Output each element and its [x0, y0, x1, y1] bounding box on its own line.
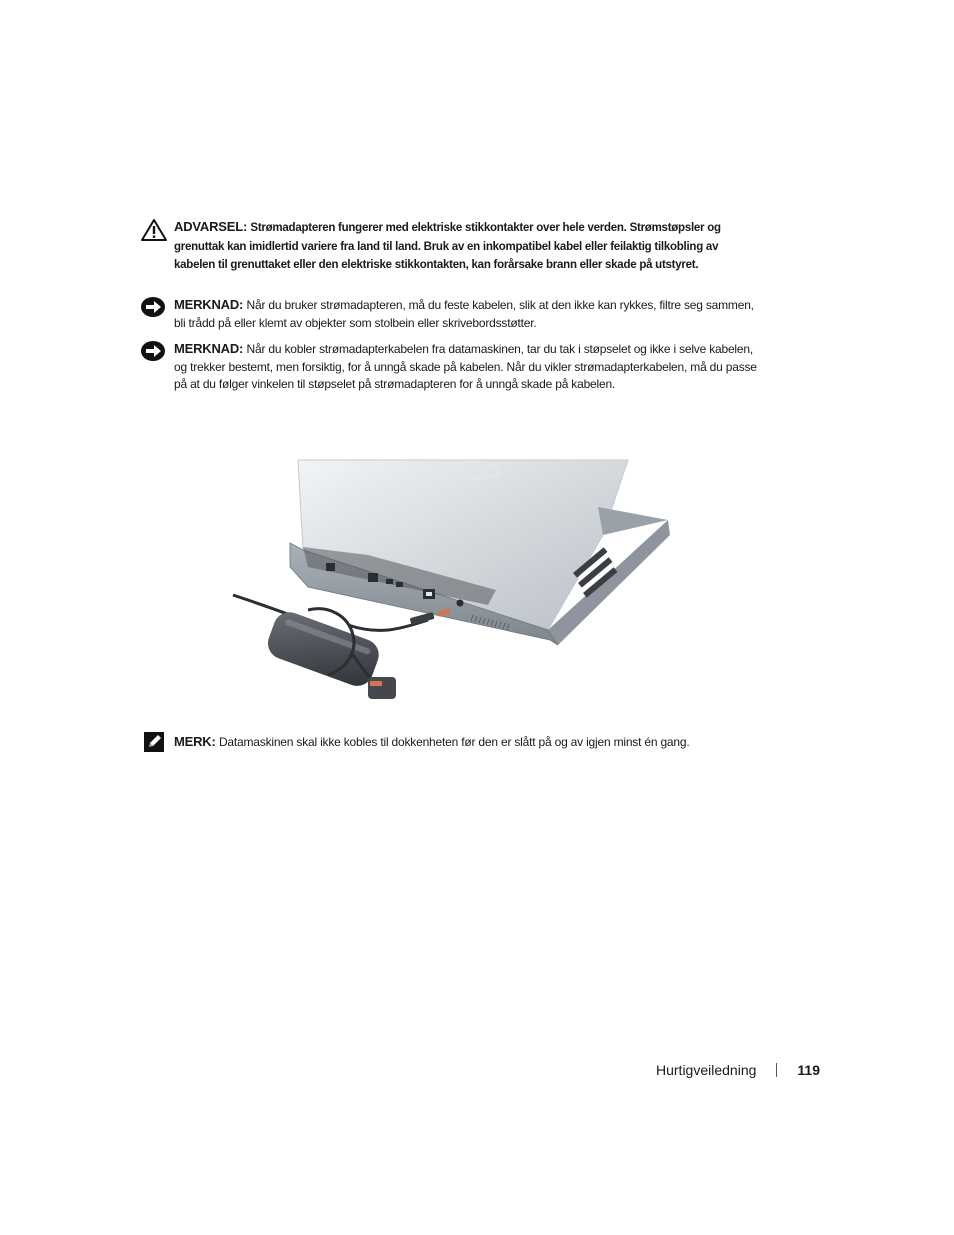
page-number: 119 — [797, 1062, 820, 1078]
notice-arrow-icon — [140, 296, 166, 323]
laptop-adapter-illustration — [228, 455, 678, 715]
warning-text — [174, 218, 760, 275]
warning-label: ADVARSEL: — [174, 219, 248, 234]
warning-triangle-icon — [140, 218, 168, 247]
note-label: MERK: — [174, 734, 216, 749]
notice-1-body: Når du bruker strømadapteren, må du feste kabelen, slik at den ikke kan rykkes, filtre seg sammen, bli trådd på eller klemt av objekter som stolbein eller skrivebordsstøtter. — [174, 298, 754, 330]
note-text — [174, 733, 760, 752]
note — [140, 733, 760, 752]
warning-body: Strømadapteren fungerer med elektriske stikkontakter over hele verden. Strømstøpsler og grenuttak kan imidlertid variere fra land til land. Bruk av en inkompatibel kabel eller feilaktig tilkobling av kabelen til grenuttaket eller den elektriske stikkontakten, kan forårsake brann eller skade på utstyret. — [174, 222, 721, 271]
notice-1-label: MERKNAD: — [174, 297, 244, 312]
notice-2-body: Når du kobler strømadapterkabelen fra datamaskinen, tar du tak i støpselet og ikke i selve kabelen, og trekker bestemt, men forsiktig, for å unngå skade på kabelen. Når du vikler strømadapterkabelen, må du passe på at du følger vinkelen til støpselet på strømadapteren for å unngå skade på kabelen. — [174, 342, 757, 391]
notice-2 — [140, 340, 760, 394]
footer-section-title: Hurtigveiledning — [656, 1062, 757, 1078]
footer-separator — [776, 1063, 777, 1077]
notice-arrow-icon — [140, 340, 166, 367]
note-body: Datamaskinen skal ikke kobles til dokkenheten før den er slått på og av igjen minst én gang. — [218, 735, 690, 749]
notice-2-text — [174, 340, 760, 394]
notice-1-text — [174, 296, 760, 332]
pencil-note-icon — [144, 732, 164, 757]
notice-2-label: MERKNAD: — [174, 341, 244, 356]
page-footer — [656, 1062, 820, 1078]
warning-notice — [140, 218, 760, 275]
notice-1 — [140, 296, 760, 332]
